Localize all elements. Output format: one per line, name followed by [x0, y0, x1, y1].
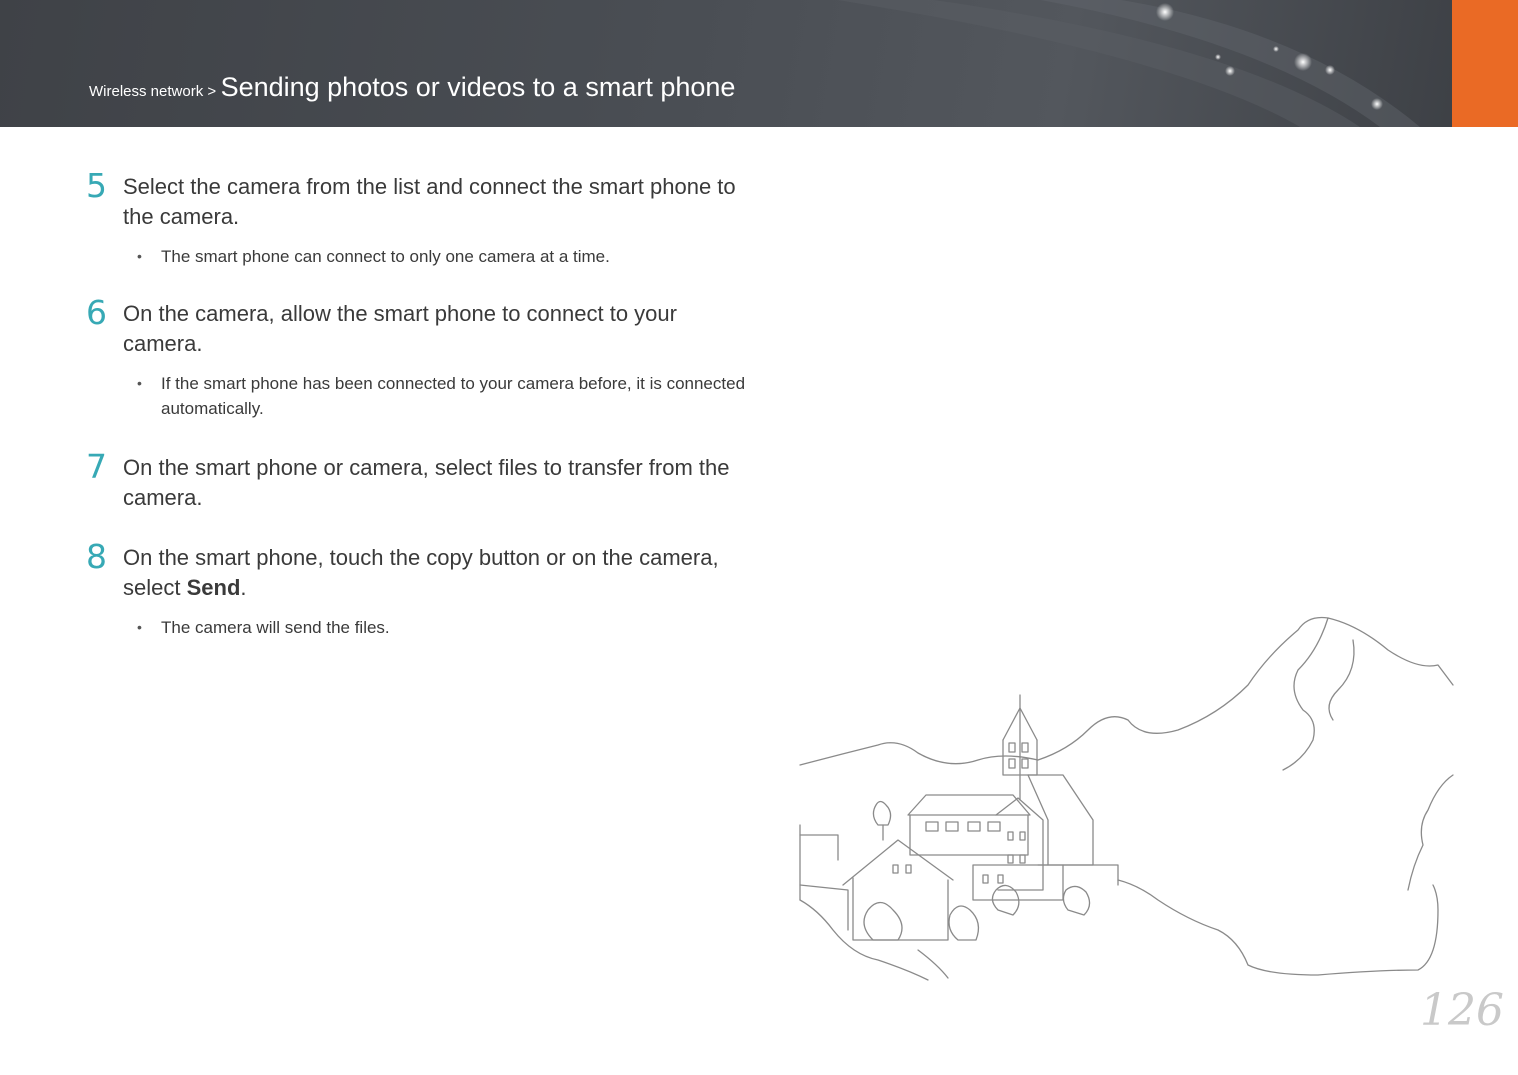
step-text: On the camera, allow the smart phone to connect to your camera. — [123, 301, 677, 356]
step-note: • The camera will send the files. — [137, 615, 746, 640]
step-note: • The smart phone can connect to only one camera at a time. — [137, 244, 746, 269]
accent-tab — [1452, 0, 1518, 127]
send-label: Send — [186, 575, 241, 600]
step-6 — [86, 293, 746, 421]
breadcrumb — [89, 72, 735, 103]
breadcrumb-section: Wireless network > — [89, 83, 217, 100]
step-8 — [86, 537, 746, 640]
alpine-village-illustration — [798, 610, 1458, 982]
step-number: 7 — [86, 447, 107, 486]
step-number: 5 — [86, 166, 107, 205]
step-note: • If the smart phone has been connected to your camera before, it is connected automatically. — [137, 371, 746, 421]
header-decoration — [0, 0, 1518, 127]
page-number: 126 — [1420, 985, 1504, 1036]
step-text — [123, 543, 746, 603]
step-text-end: . — [240, 575, 247, 600]
step-7 — [86, 447, 746, 513]
step-5 — [86, 166, 746, 269]
page-header — [0, 0, 1518, 127]
step-text: On the smart phone or camera, select files to transfer from the camera. — [123, 455, 730, 510]
instruction-list — [86, 166, 746, 640]
page-title: Sending photos or videos to a smart phone — [220, 72, 736, 102]
step-text-start: On the smart phone, touch the copy button or on the camera, select — [123, 545, 719, 600]
step-number: 6 — [86, 293, 107, 332]
step-text: Select the camera from the list and connect the smart phone to the camera. — [123, 174, 736, 229]
step-number: 8 — [86, 537, 107, 576]
